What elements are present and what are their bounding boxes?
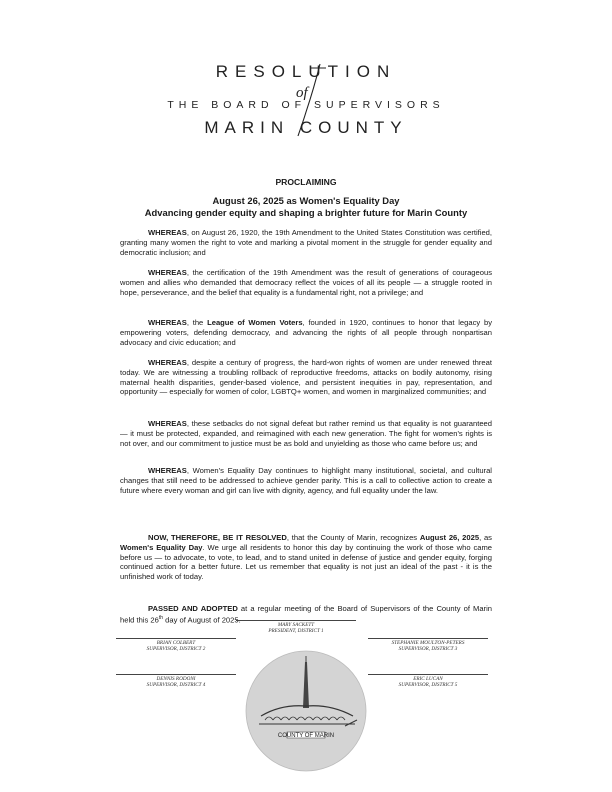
whereas-paragraph-1: WHEREAS, on August 26, 1920, the 19th Amendment to the United States Constitution was certified, granting many women the right to vote and marking a pivotal moment in the struggle for gender equality and democratic inclusion; and	[120, 228, 492, 257]
signature-name: DENNIS RODONI	[156, 676, 196, 682]
subtitle-theme: Advancing gender equity and shaping a brighter future for Marin County	[144, 207, 468, 218]
whereas-paragraph-4: WHEREAS, despite a century of progress, the hard-won rights of women are under renewed threat today. We are witnessing a troubling rollback of reproductive freedoms, attacks on bodily autonomy, rising maternal health disparities, gender-based violence, and persistent inequities in pay, representation, and opportunity — especially for women of color, LGBTQ+ women, and women in marginalized communities; and	[120, 358, 492, 397]
board-of-supervisors-heading: THE BOARD OF SUPERVISORS	[167, 99, 445, 111]
passed-adopted-paragraph: PASSED AND ADOPTED at a regular meeting of the Board of Supervisors of the County of Marin held this 26th day of August of 2025.	[120, 604, 492, 625]
signature-district-5	[368, 674, 488, 689]
proclaiming-label: PROCLAIMING	[275, 177, 337, 187]
signature-name: BRIAN COLBERT	[156, 640, 196, 646]
whereas-paragraph-5: WHEREAS, these setbacks do not signal defeat but rather remind us that equality is not guaranteed — it must be protected, expanded, and reimagined with each new generation. The fight for women's rights is not over, and our commitment to justice must be as bold and unyielding as those who came before us; and	[120, 419, 492, 448]
signature-title: SUPERVISOR, DISTRICT 5	[398, 682, 458, 689]
of-script-text: of	[296, 85, 308, 101]
whereas-paragraph-3: WHEREAS, the League of Women Voters, founded in 1920, continues to honor that legacy by empowering voters, defending democracy, and advancing the rights of all people through nonpartisan advocacy and civic education; and	[120, 318, 492, 347]
whereas-paragraph-6: WHEREAS, Women's Equality Day continues to highlight many institutional, societal, and cultural changes that still need to be addressed to achieve gender parity. This is a call to collective action to create a future where every woman and girl can live with dignity, agency, and full equality under the law.	[120, 466, 492, 495]
signature-district-3	[368, 638, 488, 653]
signature-title: PRESIDENT, DISTRICT 1	[268, 628, 324, 635]
resolution-heading: RESOLUTION	[215, 62, 397, 81]
signature-title: SUPERVISOR, DISTRICT 4	[146, 682, 206, 689]
county-of-marin-seal	[243, 648, 369, 774]
signature-district-2	[116, 638, 236, 653]
seal-label: COUNTY OF MARIN	[277, 733, 335, 739]
signature-name: ERIC LUCAN	[413, 676, 443, 682]
signature-name: STEPHANIE MOULTON-PETERS	[391, 640, 465, 646]
whereas-paragraph-2: WHEREAS, the certification of the 19th Amendment was the result of generations of courageous women and allies who demanded that democracy reflect the voices of all its people — a struggle rooted in hope, perseverance, and the belief that equality is a fundamental right, not a privilege; and	[120, 268, 492, 297]
signature-district-4	[116, 674, 236, 689]
resolved-paragraph: NOW, THEREFORE, BE IT RESOLVED, that the County of Marin, recognizes August 26, 2025, as Women's Equality Day. We urge all residents to honor this day by continuing the work of those who came before us — to advocate, to vote, to lead, and to stand united in defense of justice and gender equity, forging continued action for a better future. Let us remember that equality is not just an ideal of the past - it is the unfinished work of today.	[120, 533, 493, 582]
signature-name: MARY SACKETT	[277, 622, 315, 628]
signature-title: SUPERVISOR, DISTRICT 3	[398, 646, 458, 653]
signature-title: SUPERVISOR, DISTRICT 2	[146, 646, 206, 653]
subtitle-date: August 26, 2025 as Women's Equality Day	[212, 195, 400, 206]
marin-county-heading: MARIN COUNTY	[204, 118, 408, 137]
signature-president	[236, 620, 356, 635]
